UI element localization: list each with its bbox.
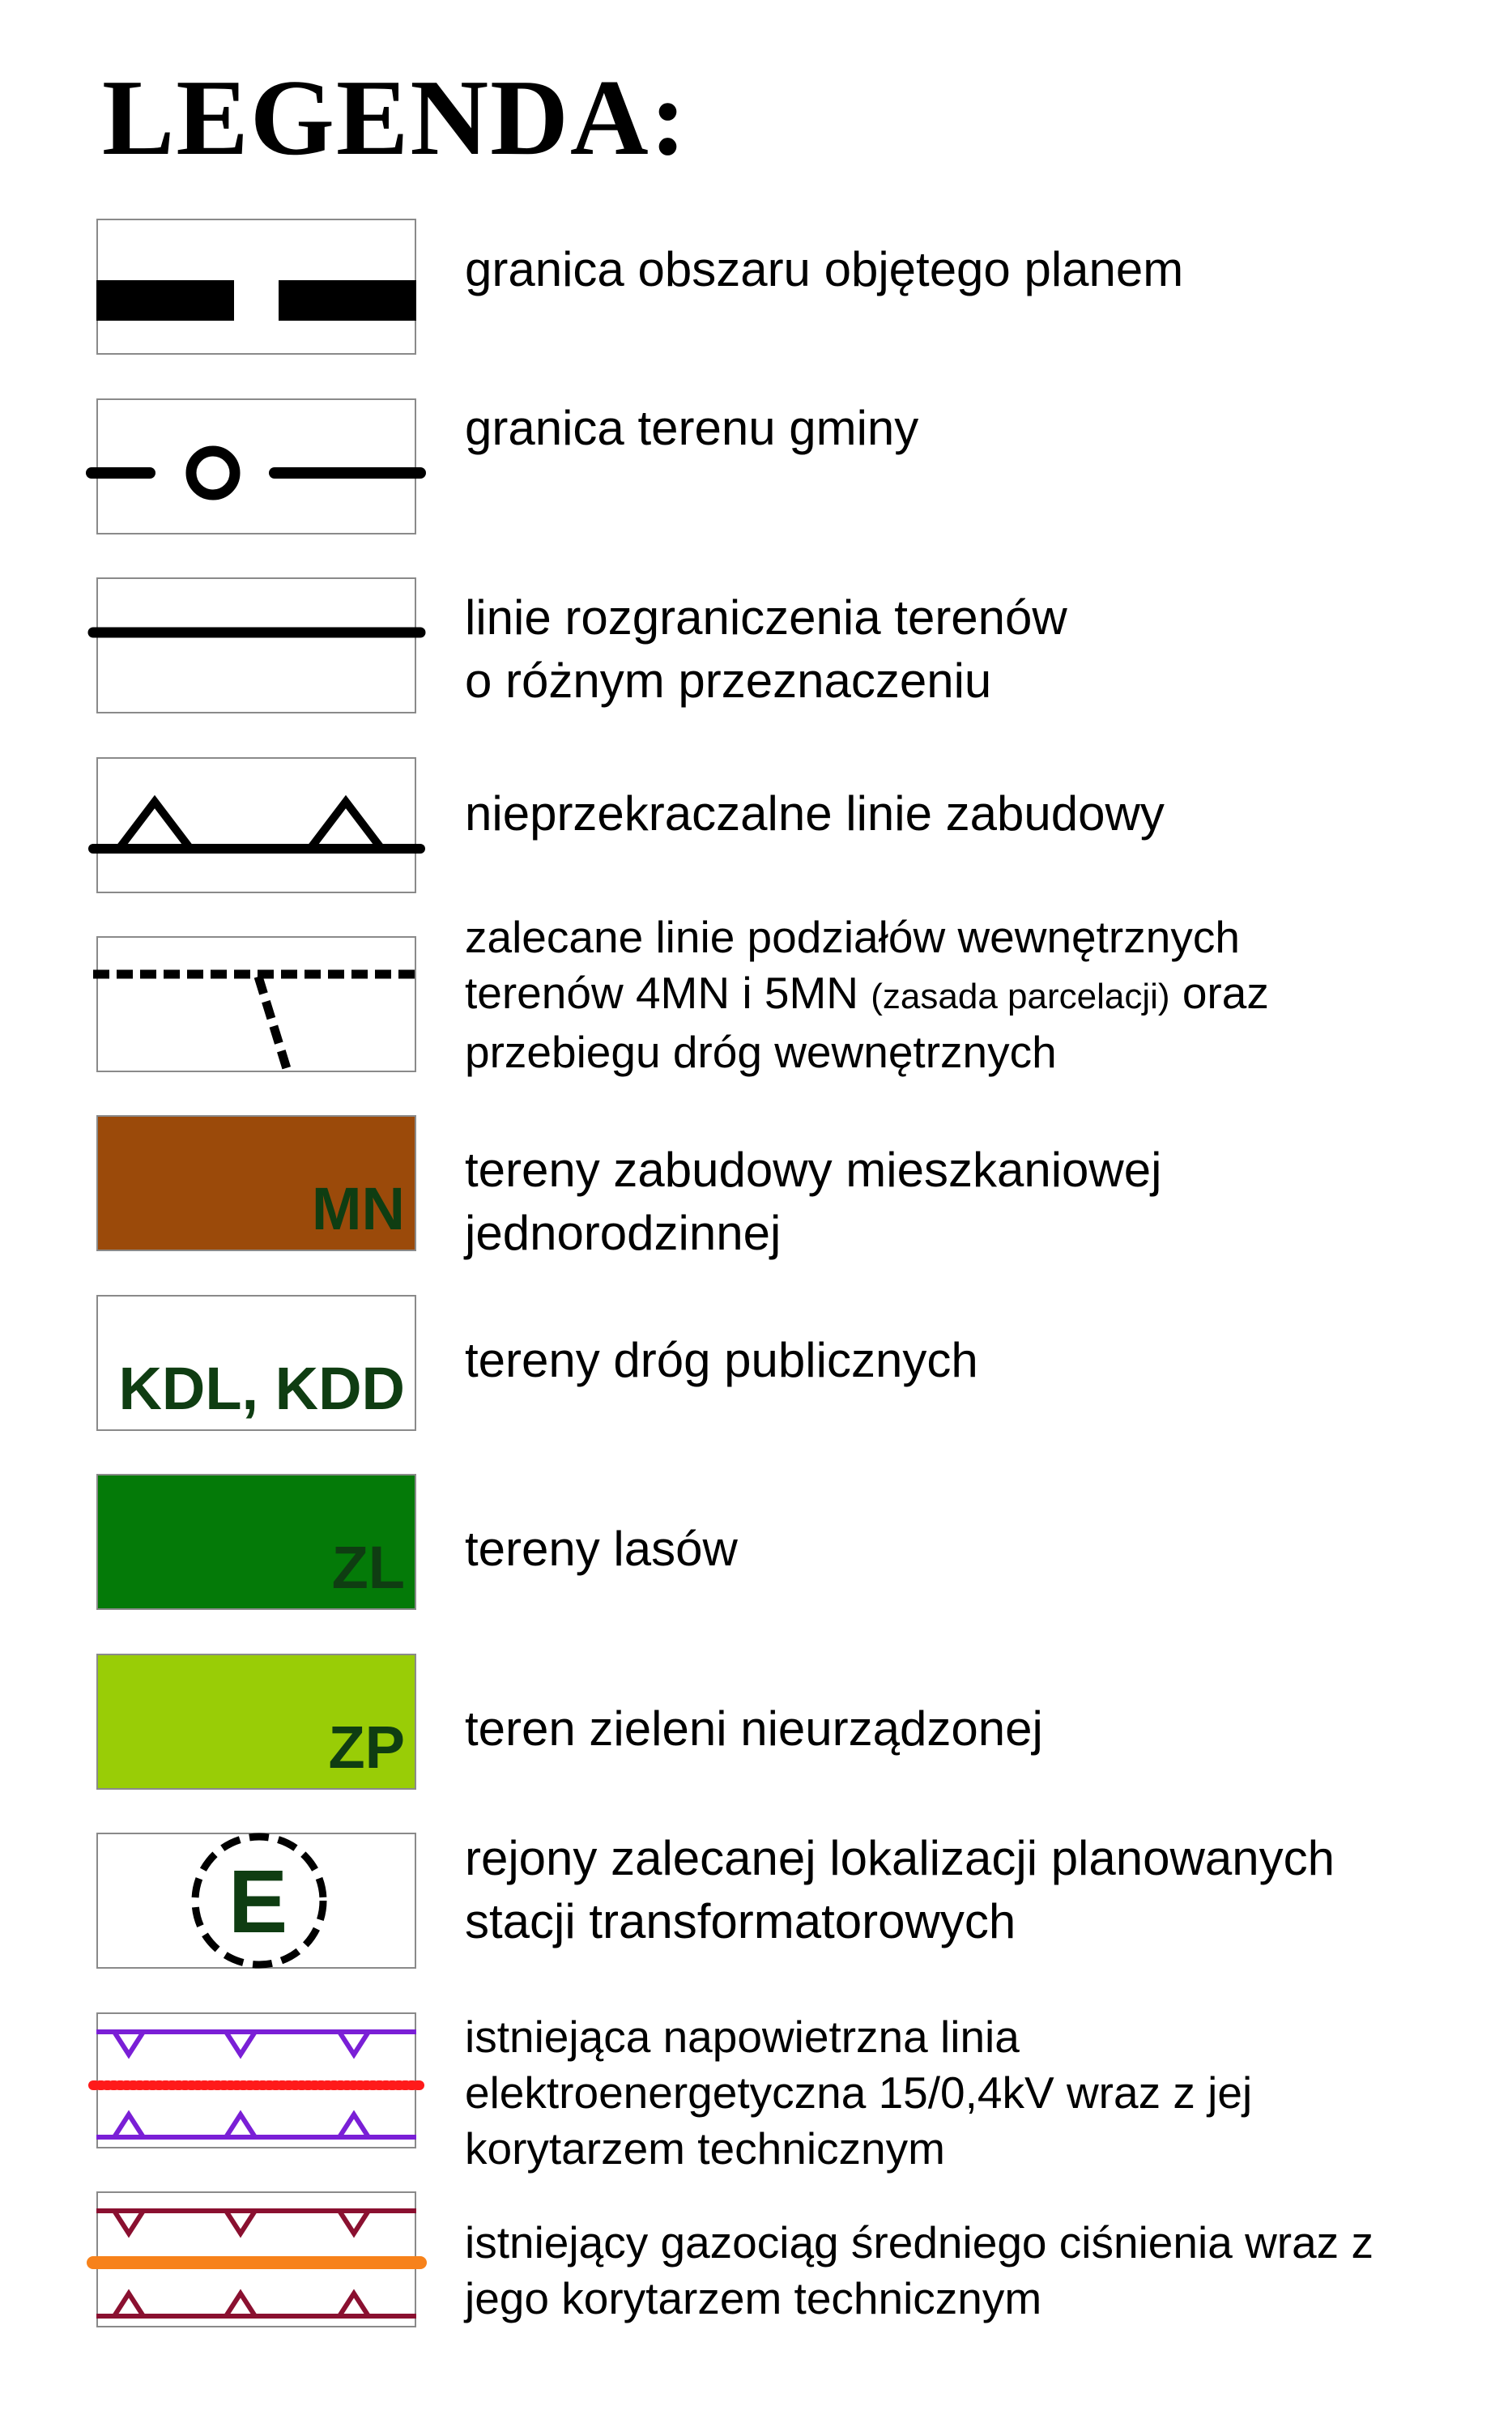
public-roads-symbol <box>96 1295 416 1431</box>
dashed-branch-line-icon <box>96 936 416 1072</box>
legend-title: LEGENDA: <box>102 57 688 177</box>
gas-pipeline-symbol <box>96 2191 416 2327</box>
public-roads-code: KDL, KDD <box>118 1355 405 1422</box>
power-line-label: istniejąca napowietrzna linia elektroenergetyczna 15/0,4kV wraz z jej korytarzem technicznym <box>465 2012 1253 2174</box>
dash-circle-line-icon <box>96 398 416 534</box>
gas-pipeline-corridor-icon <box>96 2191 416 2327</box>
internal-division-symbol <box>96 936 416 1072</box>
demarcation-line-symbol <box>96 577 416 713</box>
power-line-symbol <box>96 2012 416 2148</box>
power-line-corridor-icon <box>96 2012 416 2148</box>
transformer-station-symbol <box>96 1833 416 1969</box>
internal-division-label: zalecane linie podziałów wewnętrznych terenów 4MN i 5MN (zasada parcelacji) oraz przebiegu dróg wewnętrznych <box>465 912 1269 1077</box>
forest-area-symbol <box>96 1474 416 1610</box>
thick-dashed-line-icon <box>96 219 416 355</box>
transformer-station-code: E <box>228 1852 288 1952</box>
green-area-label: teren zieleni nieurządzonej <box>465 1701 1043 1756</box>
building-line-symbol <box>96 757 416 893</box>
gas-pipeline-label: istniejący gazociąg średniego ciśnienia wraz z jego korytarzem technicznym <box>465 2217 1374 2323</box>
building-line-label: nieprzekraczalne linie zabudowy <box>465 786 1165 841</box>
residential-area-symbol <box>96 1115 416 1251</box>
transformer-station-label: rejony zalecanej lokalizacji planowanych stacji transformatorowych <box>465 1831 1335 1948</box>
triangle-line-icon <box>96 757 416 893</box>
municipality-boundary-symbol <box>96 398 416 534</box>
green-area-code: ZP <box>328 1714 405 1781</box>
forest-area-label: tereny lasów <box>465 1522 738 1576</box>
plan-boundary-label: granica obszaru objętego planem <box>465 242 1184 296</box>
residential-area-code: MN <box>311 1175 405 1242</box>
green-area-symbol <box>96 1654 416 1790</box>
municipality-boundary-label: granica terenu gminy <box>465 401 919 455</box>
demarcation-line-label: linie rozgraniczenia terenów o różnym przeznaczeniu <box>465 590 1067 708</box>
residential-area-label: tereny zabudowy mieszkaniowej jednorodzinnej <box>465 1143 1162 1260</box>
forest-area-code: ZL <box>331 1534 405 1601</box>
solid-line-icon <box>96 577 416 713</box>
public-roads-label: tereny dróg publicznych <box>465 1333 978 1387</box>
plan-boundary-symbol <box>96 219 416 355</box>
